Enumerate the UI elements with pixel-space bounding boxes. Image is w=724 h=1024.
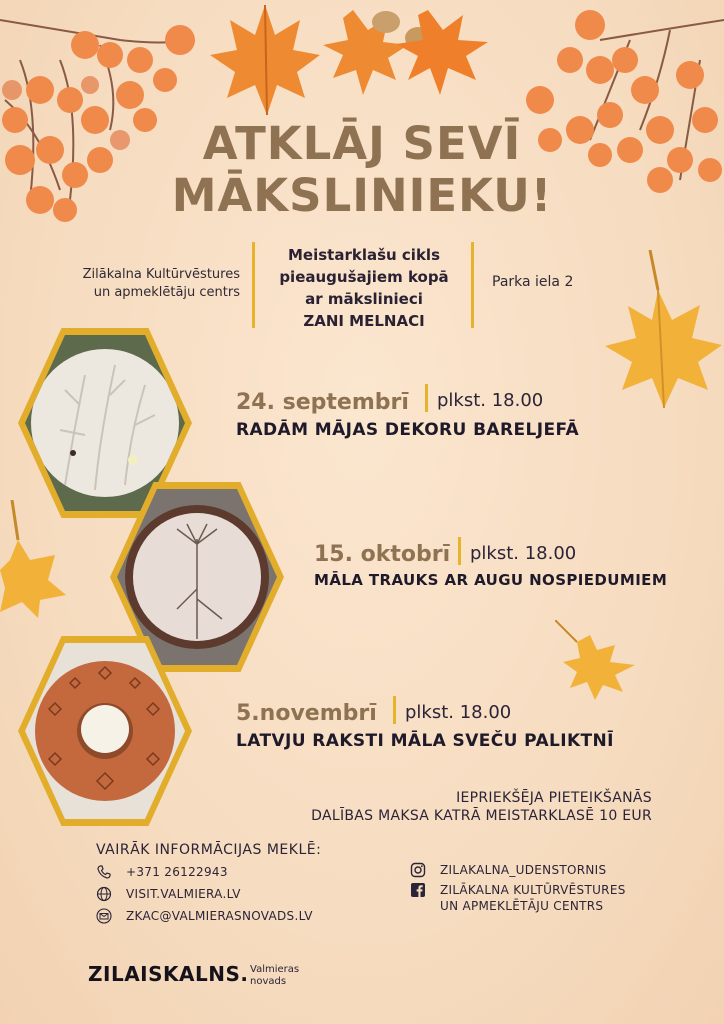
event-1-date: 24. septembrī xyxy=(236,390,409,415)
venue-name xyxy=(60,266,240,302)
zilaiskalns-logo: ZILAISKALNS. xyxy=(88,962,249,986)
facebook-line-2: UN APMEKLĒTĀJU CENTRS xyxy=(440,899,604,913)
logo-sub-line-2: novads xyxy=(250,976,287,987)
mail-icon xyxy=(96,908,112,924)
event-2-time: plkst. 18.00 xyxy=(470,543,577,564)
registration-note: IEPRIEKŠĒJA PIETEIKŠANĀS xyxy=(456,790,652,806)
event-3-title: LATVJU RAKSTI MĀLA SVEČU PALIKTNĪ xyxy=(236,731,614,751)
event-3-date: 5.novembrī xyxy=(236,701,377,726)
title-line-1: ATKLĀJ SEVĪ xyxy=(202,117,522,170)
website-link[interactable]: VISIT.VALMIERA.LV xyxy=(126,887,241,901)
more-info-heading: VAIRĀK INFORMĀCIJAS MEKLĒ: xyxy=(96,842,322,858)
event-1-time: plkst. 18.00 xyxy=(437,390,544,411)
instagram-handle[interactable]: ZILAKALNA_UDENSTORNIS xyxy=(440,863,607,877)
yellow-leaf-left-decoration xyxy=(0,500,70,620)
title-line-2: MĀKSLINIEKU! xyxy=(171,169,553,222)
cycle-line-4: ZANI MELNACI xyxy=(303,312,425,330)
cycle-line-1: Meistarklašu cikls xyxy=(287,246,440,264)
logo-sub-line-1: Valmieras xyxy=(250,964,300,975)
participation-fee: DALĪBAS MAKSA KATRĀ MEISTARKLASĒ 10 EUR xyxy=(311,808,652,824)
facebook-line-1: ZILĀKALNA KULTŪRVĒSTURES xyxy=(440,883,626,897)
cycle-description xyxy=(258,244,470,332)
venue-line-1: Zilākalna Kultūrvēstures xyxy=(82,267,240,282)
email-link[interactable]: ZKAC@VALMIERASNOVADS.LV xyxy=(126,909,313,923)
contact-website xyxy=(96,886,241,902)
instagram-icon xyxy=(410,862,426,878)
cycle-line-3: ar mākslinieci xyxy=(305,290,423,308)
event-3-separator xyxy=(393,696,396,724)
contact-facebook xyxy=(410,882,626,914)
globe-icon xyxy=(96,886,112,902)
event-1-title: RADĀM MĀJAS DEKORU BARELJEFĀ xyxy=(236,420,580,440)
divider-left xyxy=(252,242,255,328)
valmieras-novads-label xyxy=(250,964,310,988)
event-2-date: 15. oktobrī xyxy=(314,542,451,567)
cycle-line-2: pieaugušajiem kopā xyxy=(279,268,449,286)
facebook-page[interactable] xyxy=(440,882,626,914)
event-2-separator xyxy=(458,537,461,565)
phone-icon xyxy=(96,864,112,880)
event-1-separator xyxy=(425,384,428,412)
address: Parka iela 2 xyxy=(492,274,574,290)
acorns-leaves-top-decoration xyxy=(318,0,518,110)
contact-instagram xyxy=(410,862,606,878)
phone-number[interactable]: +371 26122943 xyxy=(126,865,228,879)
page-title xyxy=(0,118,724,222)
event-2-title: MĀLA TRAUKS AR AUGU NOSPIEDUMIEM xyxy=(314,571,668,589)
candle-holder-image xyxy=(25,643,185,819)
divider-right xyxy=(471,242,474,328)
contact-email xyxy=(96,908,313,924)
event-3-time: plkst. 18.00 xyxy=(405,702,512,723)
small-leaf-right-decoration xyxy=(555,620,645,700)
facebook-icon xyxy=(410,882,426,898)
yellow-leaf-right-decoration xyxy=(600,250,724,410)
venue-line-2: un apmeklētāju centrs xyxy=(93,285,240,300)
maple-leaf-top-decoration xyxy=(205,0,325,118)
contact-phone xyxy=(96,864,228,880)
